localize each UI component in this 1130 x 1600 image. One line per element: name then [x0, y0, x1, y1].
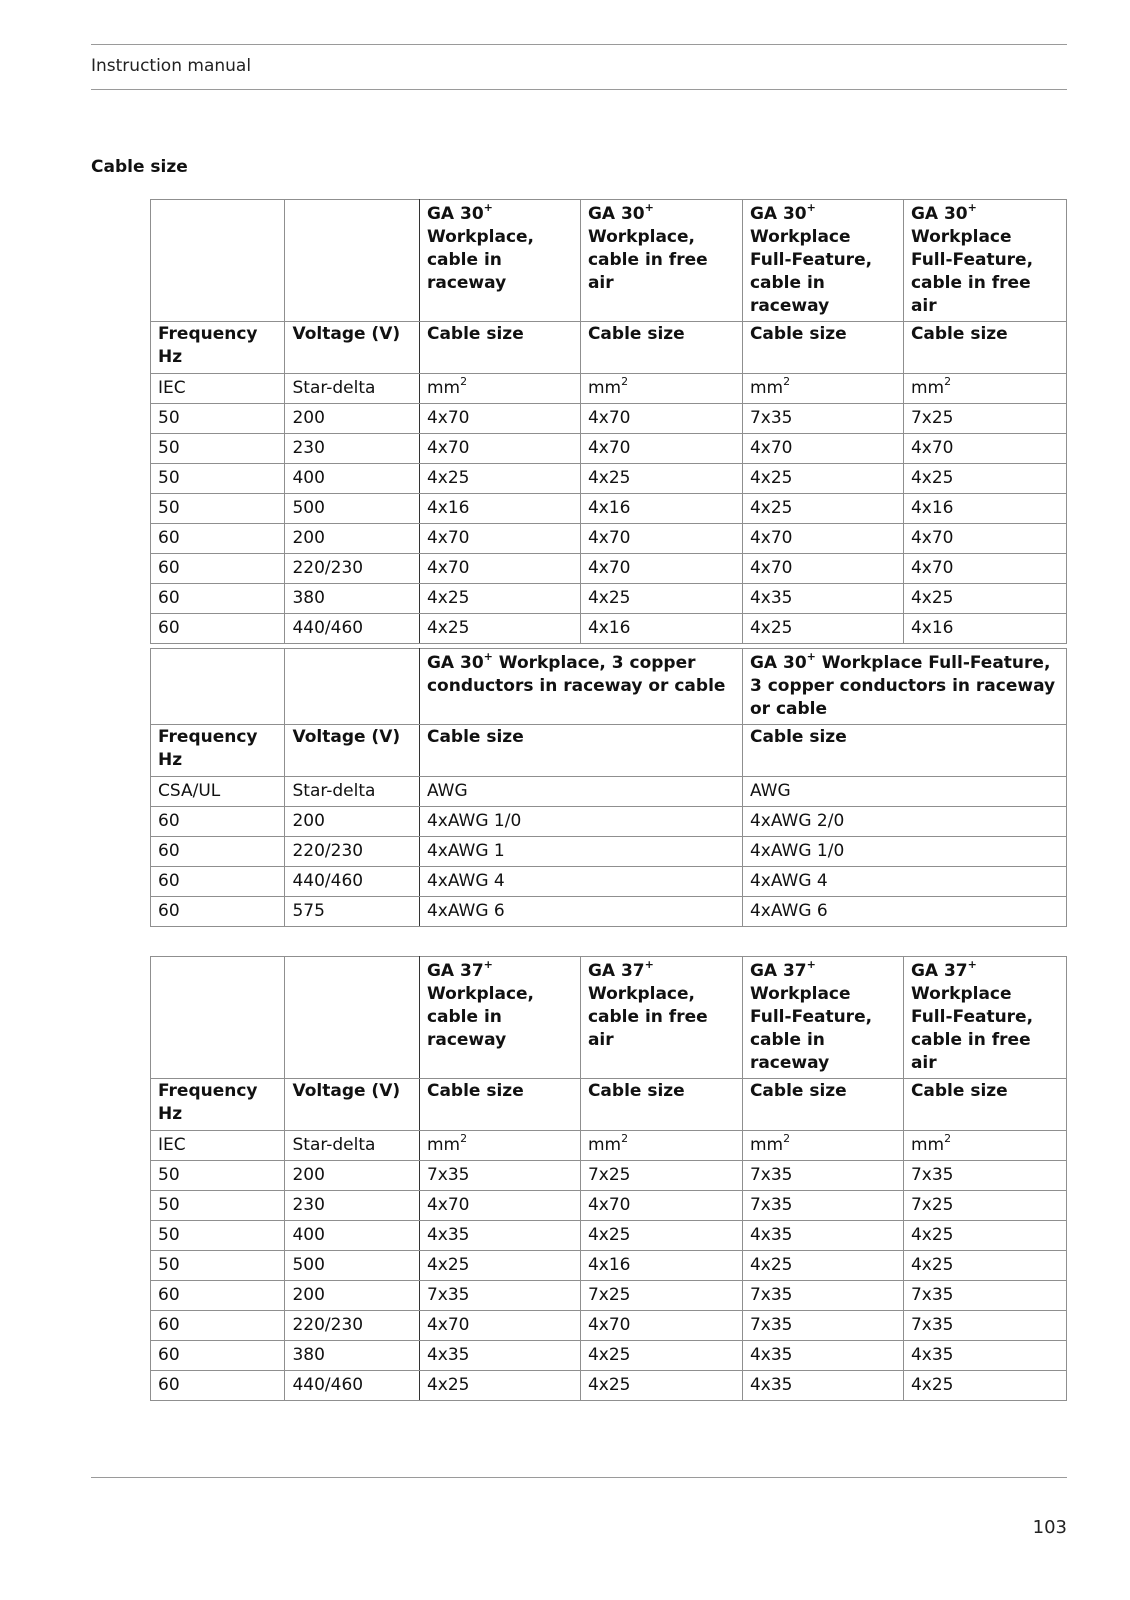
- model-header-cell: [580, 957, 742, 1079]
- frequency-cell: 60: [151, 554, 285, 584]
- unit-base: mm: [426, 378, 461, 398]
- voltage-cell: 440/460: [285, 614, 419, 644]
- column-header-row: [151, 200, 1067, 322]
- cable-size-cell: 4x25: [419, 1371, 580, 1401]
- model-description: Workplace Full-Feature, cable in raceway: [749, 227, 873, 316]
- cable-size-cell: 4x35: [419, 1221, 580, 1251]
- unit-cell: [419, 374, 580, 404]
- table-row: [151, 584, 1067, 614]
- table-row: [151, 614, 1067, 644]
- cable-size-cell: 4x25: [742, 614, 903, 644]
- cable-size-cell: 4x16: [580, 1251, 742, 1281]
- model-description: Workplace, cable in free air: [587, 984, 708, 1050]
- model-name: GA 37: [749, 961, 807, 981]
- voltage-cell: 380: [285, 584, 419, 614]
- cable-size-cell: 4x70: [419, 1311, 580, 1341]
- cable-size-cell: 7x35: [742, 1281, 903, 1311]
- unit-cell: [580, 1131, 742, 1161]
- subheader-row: [151, 725, 1067, 777]
- standard-cell: CSA/UL: [151, 777, 285, 807]
- voltage-cell: 440/460: [285, 867, 419, 897]
- cable-size-cell: 4x35: [742, 1221, 903, 1251]
- cable-size-cell: 4x25: [419, 464, 580, 494]
- unit-base: mm: [587, 1135, 622, 1155]
- voltage-cell: 220/230: [285, 837, 419, 867]
- frequency-cell: 50: [151, 1191, 285, 1221]
- cable-size-cell: 4x25: [742, 494, 903, 524]
- voltage-header: Voltage (V): [285, 725, 419, 777]
- cable-size-cell: 4x25: [580, 1221, 742, 1251]
- frequency-cell: 50: [151, 1251, 285, 1281]
- unit-row: [151, 374, 1067, 404]
- cable-size-header: Cable size: [419, 322, 580, 374]
- voltage-cell: 400: [285, 1221, 419, 1251]
- frequency-cell: 50: [151, 434, 285, 464]
- cable-size-cell: 4x70: [742, 434, 903, 464]
- cable-size-cell: 7x35: [903, 1161, 1066, 1191]
- unit-cell: [742, 374, 903, 404]
- column-header-row: [151, 649, 1067, 725]
- voltage-cell: 380: [285, 1341, 419, 1371]
- unit-superscript: 2: [621, 375, 629, 389]
- model-superscript: +: [644, 958, 654, 972]
- cable-size-cell: 4x70: [580, 524, 742, 554]
- table-row: [151, 434, 1067, 464]
- cable-size-cell: 7x35: [742, 1191, 903, 1221]
- cable-size-cell: 7x35: [903, 1311, 1066, 1341]
- table-row: [151, 1161, 1067, 1191]
- unit-base: mm: [426, 1135, 461, 1155]
- cable-size-cell: 7x35: [742, 404, 903, 434]
- cable-size-cell: 4xAWG 1/0: [742, 837, 1066, 867]
- blank-header-cell: [151, 649, 285, 725]
- table-row: [151, 404, 1067, 434]
- cable-size-cell: 7x25: [580, 1281, 742, 1311]
- unit-superscript: 2: [460, 1132, 468, 1146]
- subheader-row: [151, 322, 1067, 374]
- unit-row: [151, 777, 1067, 807]
- subheader-row: [151, 1079, 1067, 1131]
- unit-cell: [419, 1131, 580, 1161]
- table-row: [151, 807, 1067, 837]
- model-description: Workplace, cable in free air: [587, 227, 708, 293]
- model-name: GA 30: [587, 204, 645, 224]
- table-row: [151, 1371, 1067, 1401]
- cable-size-cell: 4x70: [580, 434, 742, 464]
- standard-cell: IEC: [151, 374, 285, 404]
- model-name: GA 30: [910, 204, 968, 224]
- model-superscript: +: [967, 958, 977, 972]
- frequency-cell: 50: [151, 1161, 285, 1191]
- cable-size-cell: 4x25: [903, 584, 1066, 614]
- frequency-cell: 60: [151, 584, 285, 614]
- cable-size-header: Cable size: [903, 322, 1066, 374]
- voltage-header: Voltage (V): [285, 322, 419, 374]
- blank-header-cell: [151, 957, 285, 1079]
- model-name: GA 37: [426, 961, 484, 981]
- running-header: Instruction manual: [91, 56, 252, 76]
- cable-size-cell: 7x35: [742, 1311, 903, 1341]
- cable-size-header: Cable size: [742, 725, 1066, 777]
- cable-size-cell: 4x70: [742, 524, 903, 554]
- voltage-header: Voltage (V): [285, 1079, 419, 1131]
- unit-cell: [903, 374, 1066, 404]
- cable-size-cell: 4x70: [419, 554, 580, 584]
- cable-size-cell: 4xAWG 2/0: [742, 807, 1066, 837]
- cable-size-cell: 4x16: [580, 614, 742, 644]
- unit-base: mm: [749, 1135, 784, 1155]
- model-superscript: +: [967, 201, 977, 215]
- section-title: Cable size: [91, 157, 188, 177]
- model-superscript: +: [806, 958, 816, 972]
- cable-size-cell: 4x70: [419, 434, 580, 464]
- frequency-cell: 50: [151, 404, 285, 434]
- cable-size-cell: 7x35: [419, 1281, 580, 1311]
- frequency-cell: 60: [151, 867, 285, 897]
- blank-header-cell: [151, 200, 285, 322]
- cable-size-header: Cable size: [742, 322, 903, 374]
- frequency-cell: 50: [151, 494, 285, 524]
- unit-base: mm: [749, 378, 784, 398]
- cable-size-cell: 4x25: [742, 464, 903, 494]
- model-superscript: +: [483, 958, 493, 972]
- connection-cell: Star-delta: [285, 777, 419, 807]
- unit-base: AWG: [749, 781, 791, 801]
- model-name: GA 30: [426, 653, 484, 673]
- unit-cell: [742, 1131, 903, 1161]
- unit-superscript: 2: [621, 1132, 629, 1146]
- frequency-cell: 50: [151, 464, 285, 494]
- cable-size-cell: 4xAWG 4: [742, 867, 1066, 897]
- cable-size-header: Cable size: [580, 322, 742, 374]
- unit-base: mm: [587, 378, 622, 398]
- frequency-cell: 60: [151, 1371, 285, 1401]
- voltage-cell: 220/230: [285, 554, 419, 584]
- frequency-cell: 60: [151, 807, 285, 837]
- cable-size-cell: 4x16: [903, 614, 1066, 644]
- cable-size-header: Cable size: [580, 1079, 742, 1131]
- connection-cell: Star-delta: [285, 1131, 419, 1161]
- voltage-cell: 200: [285, 807, 419, 837]
- voltage-cell: 200: [285, 524, 419, 554]
- cable-size-header: Cable size: [742, 1079, 903, 1131]
- cable-size-cell: 4x25: [742, 1251, 903, 1281]
- model-header-cell: [903, 200, 1066, 322]
- cable-size-header: Cable size: [419, 1079, 580, 1131]
- table-row: [151, 1191, 1067, 1221]
- cable-size-cell: 4xAWG 6: [742, 897, 1066, 927]
- unit-superscript: 2: [944, 375, 952, 389]
- frequency-header: Frequency Hz: [151, 725, 285, 777]
- cable-size-cell: 4x70: [419, 524, 580, 554]
- cable-size-cell: 4x70: [580, 554, 742, 584]
- header-rule-top: [91, 44, 1067, 45]
- model-header-cell: [580, 200, 742, 322]
- voltage-cell: 575: [285, 897, 419, 927]
- cable-size-table-ga30-iec: [150, 199, 1067, 644]
- unit-superscript: 2: [783, 375, 791, 389]
- cable-size-header: Cable size: [419, 725, 742, 777]
- cable-size-cell: 4xAWG 1: [419, 837, 742, 867]
- frequency-cell: 60: [151, 1281, 285, 1311]
- column-header-row: [151, 957, 1067, 1079]
- table-row: [151, 554, 1067, 584]
- footer-rule: [91, 1477, 1067, 1478]
- cable-size-cell: 4x25: [903, 1371, 1066, 1401]
- connection-cell: Star-delta: [285, 374, 419, 404]
- table-row: [151, 494, 1067, 524]
- model-superscript: +: [644, 201, 654, 215]
- unit-superscript: 2: [944, 1132, 952, 1146]
- cable-size-cell: 7x35: [903, 1281, 1066, 1311]
- cable-size-cell: 4x70: [580, 1311, 742, 1341]
- model-header-cell: [742, 957, 903, 1079]
- cable-size-cell: 4xAWG 6: [419, 897, 742, 927]
- voltage-cell: 200: [285, 1161, 419, 1191]
- frequency-cell: 60: [151, 837, 285, 867]
- model-name: GA 37: [587, 961, 645, 981]
- voltage-cell: 200: [285, 404, 419, 434]
- cable-size-cell: 4x16: [903, 494, 1066, 524]
- cable-size-cell: 4xAWG 1/0: [419, 807, 742, 837]
- model-header-cell: [742, 649, 1066, 725]
- cable-size-cell: 7x35: [742, 1161, 903, 1191]
- table-row: [151, 897, 1067, 927]
- cable-size-cell: 4x70: [903, 524, 1066, 554]
- table-row: [151, 524, 1067, 554]
- cable-size-cell: 4x25: [903, 1251, 1066, 1281]
- blank-header-cell: [285, 957, 419, 1079]
- model-description: Workplace, cable in raceway: [426, 227, 535, 293]
- cable-size-cell: 4x70: [742, 554, 903, 584]
- cable-size-cell: 4x70: [580, 1191, 742, 1221]
- unit-base: mm: [910, 378, 945, 398]
- model-name: GA 37: [910, 961, 968, 981]
- model-superscript: +: [806, 650, 816, 664]
- blank-header-cell: [285, 649, 419, 725]
- cable-size-cell: 4x35: [419, 1341, 580, 1371]
- unit-base: mm: [910, 1135, 945, 1155]
- model-header-cell: [419, 649, 742, 725]
- table-row: [151, 1281, 1067, 1311]
- cable-size-cell: 4x70: [419, 1191, 580, 1221]
- voltage-cell: 230: [285, 1191, 419, 1221]
- cable-size-cell: 4x16: [419, 494, 580, 524]
- cable-size-cell: 4x25: [419, 1251, 580, 1281]
- voltage-cell: 220/230: [285, 1311, 419, 1341]
- frequency-header: Frequency Hz: [151, 322, 285, 374]
- model-superscript: +: [806, 201, 816, 215]
- cable-size-cell: 4x25: [580, 584, 742, 614]
- unit-superscript: 2: [460, 375, 468, 389]
- cable-size-cell: 4x35: [742, 1371, 903, 1401]
- model-superscript: +: [483, 650, 493, 664]
- cable-size-cell: 4x25: [419, 614, 580, 644]
- cable-size-cell: 4x70: [903, 434, 1066, 464]
- table-row: [151, 1311, 1067, 1341]
- cable-size-cell: 4x25: [903, 1221, 1066, 1251]
- cable-size-cell: 4x70: [903, 554, 1066, 584]
- model-description: Workplace Full-Feature, cable in free air: [910, 984, 1034, 1073]
- cable-size-cell: 4x35: [742, 584, 903, 614]
- frequency-cell: 60: [151, 897, 285, 927]
- cable-size-cell: 7x25: [903, 404, 1066, 434]
- table-row: [151, 1341, 1067, 1371]
- frequency-header: Frequency Hz: [151, 1079, 285, 1131]
- unit-cell: [419, 777, 742, 807]
- cable-size-cell: 7x25: [580, 1161, 742, 1191]
- table-row: [151, 1251, 1067, 1281]
- frequency-cell: 60: [151, 1341, 285, 1371]
- blank-header-cell: [285, 200, 419, 322]
- model-description: Workplace Full-Feature, cable in raceway: [749, 984, 873, 1073]
- standard-cell: IEC: [151, 1131, 285, 1161]
- voltage-cell: 500: [285, 494, 419, 524]
- voltage-cell: 230: [285, 434, 419, 464]
- cable-size-cell: 4x70: [419, 404, 580, 434]
- model-name: GA 30: [749, 653, 807, 673]
- frequency-cell: 60: [151, 614, 285, 644]
- page-number: 103: [1032, 1517, 1067, 1538]
- unit-base: AWG: [426, 781, 468, 801]
- cable-size-cell: 4x25: [903, 464, 1066, 494]
- cable-size-header: Cable size: [903, 1079, 1066, 1131]
- cable-size-cell: 4x25: [580, 464, 742, 494]
- model-description: Workplace, 3 copper conductors in raceway or cable: [426, 653, 726, 696]
- cable-size-cell: 4x16: [580, 494, 742, 524]
- unit-cell: [742, 777, 1066, 807]
- cable-size-cell: 4xAWG 4: [419, 867, 742, 897]
- frequency-cell: 50: [151, 1221, 285, 1251]
- voltage-cell: 440/460: [285, 1371, 419, 1401]
- model-description: Workplace, cable in raceway: [426, 984, 535, 1050]
- cable-size-table-ga30-csa-ul: [150, 648, 1067, 927]
- cable-size-table-ga37-iec: [150, 956, 1067, 1401]
- model-name: GA 30: [426, 204, 484, 224]
- table-row: [151, 867, 1067, 897]
- cable-size-cell: 4x25: [580, 1341, 742, 1371]
- voltage-cell: 500: [285, 1251, 419, 1281]
- cable-size-cell: 4x25: [580, 1371, 742, 1401]
- cable-size-cell: 4x35: [903, 1341, 1066, 1371]
- model-description: Workplace Full-Feature, 3 copper conductors in raceway or cable: [749, 653, 1056, 719]
- unit-cell: [903, 1131, 1066, 1161]
- table-row: [151, 1221, 1067, 1251]
- model-header-cell: [419, 200, 580, 322]
- unit-cell: [580, 374, 742, 404]
- model-superscript: +: [483, 201, 493, 215]
- cable-size-cell: 4x70: [580, 404, 742, 434]
- model-header-cell: [419, 957, 580, 1079]
- cable-size-cell: 7x25: [903, 1191, 1066, 1221]
- voltage-cell: 200: [285, 1281, 419, 1311]
- frequency-cell: 60: [151, 524, 285, 554]
- cable-size-cell: 4x25: [419, 584, 580, 614]
- frequency-cell: 60: [151, 1311, 285, 1341]
- model-header-cell: [903, 957, 1066, 1079]
- model-name: GA 30: [749, 204, 807, 224]
- table-row: [151, 837, 1067, 867]
- unit-superscript: 2: [783, 1132, 791, 1146]
- model-description: Workplace Full-Feature, cable in free air: [910, 227, 1034, 316]
- cable-size-cell: 4x35: [742, 1341, 903, 1371]
- cable-size-cell: 7x35: [419, 1161, 580, 1191]
- unit-row: [151, 1131, 1067, 1161]
- model-header-cell: [742, 200, 903, 322]
- header-rule-bottom: [91, 89, 1067, 90]
- voltage-cell: 400: [285, 464, 419, 494]
- table-row: [151, 464, 1067, 494]
